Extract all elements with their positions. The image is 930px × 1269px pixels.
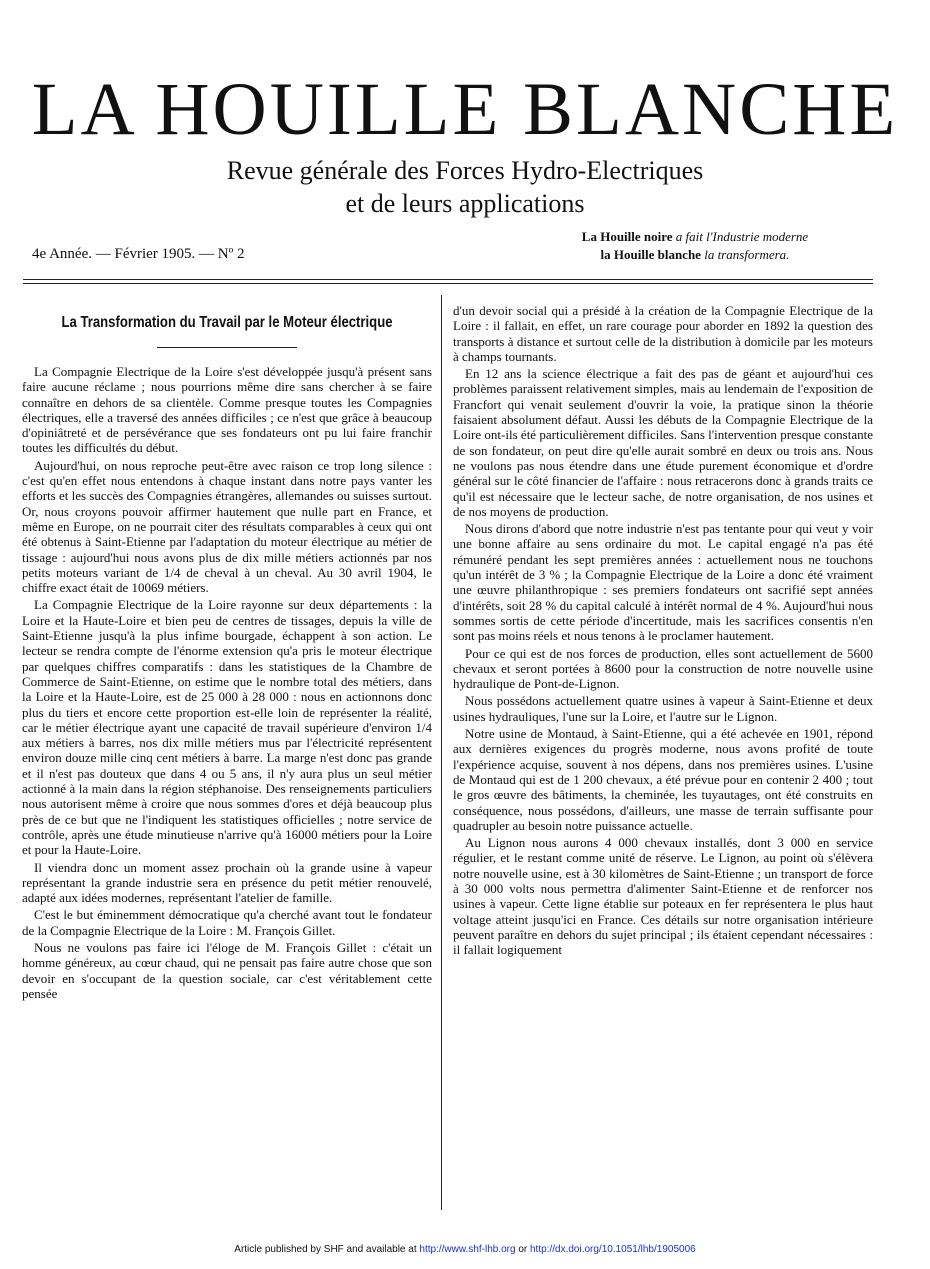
motto-line1 [530, 228, 860, 246]
motto-line1-bold: La Houille noire [581, 229, 673, 244]
paragraph: Au Lignon nous aurons 4 000 chevaux installés, dont 3 000 en service régulier, et le restant comme unité de réserve. Le Lignon, au point où s'élèvera notre nouvelle usine, est à 30 kilomètres de Saint-Etienne ; un transport de force à 30 000 volts nous permettra d'alimenter Saint-Etienne et de renforcer nos usines à vapeur. Cette ligne établie sur poteaux en fer représentera le plus haut voltage atteint jusqu'ici en France. Ces détails sur notre organisation intérieure peuvent paraître en dehors du sujet principal ; ils étaient cependant nécessaires : il fallait logiquement [453, 835, 873, 958]
paragraph: d'un devoir social qui a présidé à la création de la Compagnie Electrique de la Loire : il fallait, en effet, un rare courage pour aborder en 1892 la question des transports à distance et surtout celle de la distribution à domicile par les moteurs à champs tournants. [453, 303, 873, 364]
motto-line1-rest: a fait l'Industrie moderne [672, 229, 809, 244]
paragraph: Aujourd'hui, on nous reproche peut-être avec raison ce trop long silence : c'est qu'en effet nous entendons à chaque instant dans notre pays vanter les efforts et les succès des Compagnies étrangères, allemandes ou suisses surtout. Or, nous croyons pouvoir affirmer hautement que nulle part en France, et même en Europe, on ne pourrait citer des résultats comparables à ceux qui ont été obtenus à Saint-Etienne par l'adaptation du moteur électrique au métier de tissage : aujourd'hui nous avons plus de dix mille métiers actionnés par nos petits moteurs variant de 1/4 de cheval à un cheval. Au 30 avril 1904, le chiffre exact était de 10069 métiers. [22, 457, 432, 596]
issue-info: 4e Année. — Février 1905. — Nº 2 [32, 246, 245, 262]
paragraph: Notre usine de Montaud, à Saint-Etienne, qui a été achevée en 1901, répond aux dernières exigences du progrès moderne, nous avons profité de toute l'expérience acquise, souvent à nos dépens, dans nos premières usines. L'usine de Montaud qui est de 1 200 chevaux, a été prévue pour en contenir 2 400 ; tout le gros œuvre des bâtiments, la cheminée, les tuyautages, ont été construits en conséquence, nous possédons, d'ailleurs, une masse de terrain suffisante pour quadrupler au besoin notre puissance actuelle. [453, 726, 873, 833]
journal-subtitle-line2: et de leurs applications [345, 189, 585, 218]
header-rule-top [23, 279, 873, 280]
motto [530, 228, 860, 264]
motto-line2-bold: la Houille blanche [600, 247, 701, 262]
paragraph: La Compagnie Electrique de la Loire s'est développée jusqu'à présent sans faire aucune réclame ; nous pourrions même dire sans chercher à se faire connaître en dehors de sa clientèle. Comme presque toutes les Compagnies électriques, elle a traversé des années difficiles ; ce n'est que grâce à beaucoup d'opiniâtreté et de persévérance que ses fondateurs ont pu lui faire franchir toutes les difficultés du début. [22, 364, 432, 456]
article-title: La Transformation du Travail par le Moteur électrique [61, 314, 393, 331]
column-divider [441, 295, 442, 1210]
journal-title: LA HOUILLE BLANCHE [31, 68, 899, 151]
left-column [22, 303, 432, 1003]
paragraph: C'est le but éminemment démocratique qu'a cherché avant tout le fondateur de la Compagnie Electrique de la Loire : M. François Gillet. [22, 907, 432, 938]
paragraph: En 12 ans la science électrique a fait des pas de géant et aujourd'hui ces problèmes paraissent relativement simples, mais au lendemain de l'exposition de Francfort qui venait seulement d'ouvrir la voie, la pratique sinon la théorie faisaient absolument défaut. Aussi les débuts de la Compagnie Electrique de la Loire ont-ils été particulièrement difficiles. Sans l'intervention presque constante de son fondateur, on peut dire qu'elle aurait sombré en deux ou trois ans. Nous ne voulons pas nous étendre dans une étude purement économique et d'ordre général sur le côté financier de l'affaire : nous retracerons donc à grands traits ce qu'il est nécessaire que le lecteur sache, de notre organisation, de nos usines et de nos moyens de production. [453, 366, 873, 519]
header-rule-bottom [23, 283, 873, 284]
footer-middle: or [515, 1244, 530, 1255]
footer-prefix: Article published by SHF and available at [234, 1244, 420, 1255]
doi-link[interactable]: http://dx.doi.org/10.1051/lhb/1905006 [530, 1244, 696, 1255]
paragraph: La Compagnie Electrique de la Loire rayonne sur deux départements : la Loire et la Haute-Loire et bien peu de centres de tissages, depuis la ville de Saint-Etienne jusqu'à la plus infime bourgade, échappent à son action. Le lecteur se rendra compte de l'énorme extension qu'a pris le moteur électrique par quelques chiffres comparatifs : dans les statistiques de la Chambre de Commerce de Saint-Etienne, on estime que le nombre total des métiers, dans la Loire et la Haute-Loire, est de 25 000 à 28 000 : nous en actionnons donc plus du tiers et encore cette proportion est-elle loin de représenter la réalité, car le métier électrique ayant une capacité de travail supérieure d'environ 1/4 aux métiers à barres, nos dix mille métiers mus par l'électricité représentent environ douze mille cinq cent métiers à barre. La marge n'est donc pas grande et il n'est pas douteux que dans 4 ou 5 ans, il n'y aura plus un seul métier actionné à la main dans la région stéphanoise. Des renseignements particuliers nous autorisent même à croire que nous sommes d'ores et déjà beaucoup plus près de ce but que ne l'indiquent les statistiques officielles ; notre service de contrôle, après une étude minutieuse n'arrive qu'à 16000 métiers pour la Loire et pour la Haute-Loire. [22, 597, 432, 858]
paragraph: Nous dirons d'abord que notre industrie n'est pas tentante pour qui veut y voir une bonne affaire au sens ordinaire du mot. Le capital engagé n'a pas été rémunéré pendant les sept premières années : actuellement nous ne touchons qu'un intérêt de 3 % ; la Compagnie Electrique de la Loire a donc été vraiment une œuvre philanthropique : ses premiers fondateurs ont sacrifié sept années d'intérêts, soit 28 % du capital calculé à intérêt normal de 4 %. Aujourd'hui nous sommes sortis de cette période d'incertitude, mais les sacrifices consentis n'en sont pas moins réels et nous tenons à le proclamer hautement. [453, 521, 873, 644]
shf-link[interactable]: http://www.shf-lhb.org [419, 1244, 516, 1255]
motto-line2-rest: la transformera. [700, 247, 790, 262]
paragraph: Pour ce qui est de nos forces de production, elles sont actuellement de 5600 chevaux et seront portées à 8600 pour la construction de notre nouvelle usine hydraulique de Pont-de-Lignon. [453, 645, 873, 692]
motto-line2 [530, 246, 860, 264]
paragraph: Nous possédons actuellement quatre usines à vapeur à Saint-Etienne et deux usines hydrauliques, l'une sur la Loire, et l'autre sur le Lignon. [453, 693, 873, 724]
paragraph: Il viendra donc un moment assez prochain où la grande usine à vapeur représentant la grande industrie sera en présence du petit métier renouvelé, adapté aux idées modernes, représentant l'atelier de famille. [22, 859, 432, 906]
journal-subtitle-line1: Revue générale des Forces Hydro-Electriques [226, 156, 704, 185]
publication-footer [0, 1244, 930, 1255]
right-column [453, 303, 873, 959]
paragraph: Nous ne voulons pas faire ici l'éloge de M. François Gillet : c'était un homme généreux, au cœur chaud, qui ne pensait pas faire autre chose que son devoir en s'occupant de la question sociale, car c'est véritablement cette pensée [22, 939, 432, 1001]
title-rule [157, 347, 297, 348]
